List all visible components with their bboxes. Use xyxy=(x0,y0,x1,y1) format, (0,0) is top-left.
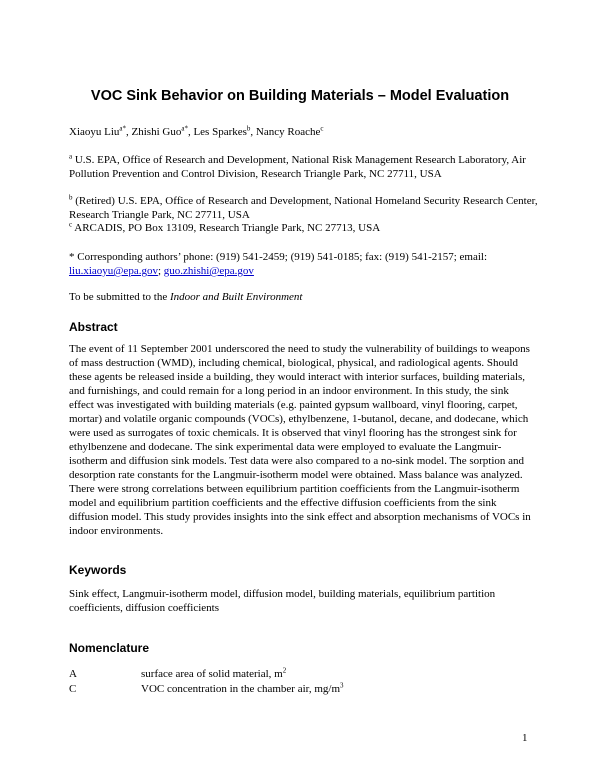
affiliation-mark: a xyxy=(69,152,73,161)
affiliation-text: U.S. EPA, Office of Research and Development, National Risk Management Research Laboratory, Air Pollution Prevention and Control Division, Research Triangle Park, NC 27711, USA xyxy=(69,154,526,180)
nomenclature-symbol: C xyxy=(69,683,77,695)
nomenclature-definition xyxy=(141,667,286,681)
corresponding-authors xyxy=(69,250,539,278)
author-affiliation-mark: b xyxy=(246,124,251,133)
author-affiliation-mark: c xyxy=(320,124,324,133)
corresponding-text: * Corresponding authors’ phone: (919) 541-2459; (919) 541-0185; fax: (919) 541-2157; email: xyxy=(69,251,488,263)
author-separator: , xyxy=(126,126,132,138)
abstract-heading: Abstract xyxy=(69,320,118,334)
submission-note xyxy=(69,290,539,304)
affiliation-b xyxy=(69,194,539,222)
email-separator: ; xyxy=(157,265,164,277)
keywords-text: Sink effect, Langmuir-isotherm model, diffusion model, building materials, equilibrium partition coefficients, diffusion coefficients xyxy=(69,588,496,614)
author-name: Les Sparkes xyxy=(193,126,247,138)
page-number: 1 xyxy=(522,732,528,744)
submission-prefix: To be submitted to the xyxy=(69,291,170,303)
nomenclature-symbol: A xyxy=(69,668,77,680)
email-link-guo[interactable]: guo.zhishi@epa.gov xyxy=(163,265,254,277)
unit-exponent: 3 xyxy=(340,681,344,690)
paper-title: VOC Sink Behavior on Building Materials – Model Evaluation xyxy=(90,88,510,104)
author-affiliation-mark: a* xyxy=(181,124,188,133)
keywords-heading: Keywords xyxy=(69,563,127,577)
definition-text: VOC concentration in the chamber air, mg/m xyxy=(141,683,341,695)
author-affiliation-mark: a* xyxy=(119,124,127,133)
definition-text: surface area of solid material, m xyxy=(141,668,283,680)
affiliation-text: ARCADIS, PO Box 13109, Research Triangle Park, NC 27713, USA xyxy=(74,222,381,234)
unit-exponent: 2 xyxy=(282,666,287,675)
nomenclature-definition xyxy=(141,682,344,696)
email-link-liu[interactable]: liu.xiaoyu@epa.gov xyxy=(69,265,158,277)
author-separator: , xyxy=(250,126,256,138)
author-name: Zhishi Guo xyxy=(131,126,182,138)
nomenclature-heading: Nomenclature xyxy=(69,641,150,655)
affiliation-text: (Retired) U.S. EPA, Office of Research and Development, National Homeland Security Research Center, Research Triangle Park, NC 27711, USA xyxy=(69,195,538,221)
abstract-text: The event of 11 September 2001 underscored the need to study the vulnerability of buildings to weapons of mass destruction (WMD), including chemical, biological, physical, and radiological agents. Should these agents be released inside a building, they would interact with interior surfaces, building materials, and furnishings, and could remain for a long period in an indoor environment. In this study, the sink effect was investigated with building materials (e.g. painted gypsum wallboard, vinyl flooring, carpet, mortar) and volatile organic compounds (VOCs), ethylbenzene, 1-butanol, decane, and dodecane, which were used as surrogates of toxic chemicals. It is observed that vinyl flooring has the strongest sink for ethylbenzene and dodecane. The sink experimental data were employed to evaluate the Langmuir-isotherm and diffusion sink models. Test data were also compared to a no-sink model. The sorption and desorption rate constants for the Langmuir-isotherm model were obtained. Mass balance was analyzed. There were strong correlations between equilibrium partition coefficients from the Langmuir-isotherm model and equilibrium partition coefficients and the effective diffusion coefficients from the sink diffusion model. This study provides insights into the sink effect and absorption mechanisms of VOCs in indoor environments. xyxy=(69,343,531,537)
author-separator: , xyxy=(187,126,194,138)
affiliation-mark: c xyxy=(69,220,73,229)
author-name: Nancy Roache xyxy=(255,126,321,138)
affiliation-a xyxy=(69,153,539,181)
affiliation-mark: b xyxy=(69,193,73,202)
author-list xyxy=(69,125,539,139)
author-name: Xiaoyu Liu xyxy=(69,126,120,138)
journal-name: Indoor and Built Environment xyxy=(169,291,303,303)
affiliation-c xyxy=(69,221,539,235)
